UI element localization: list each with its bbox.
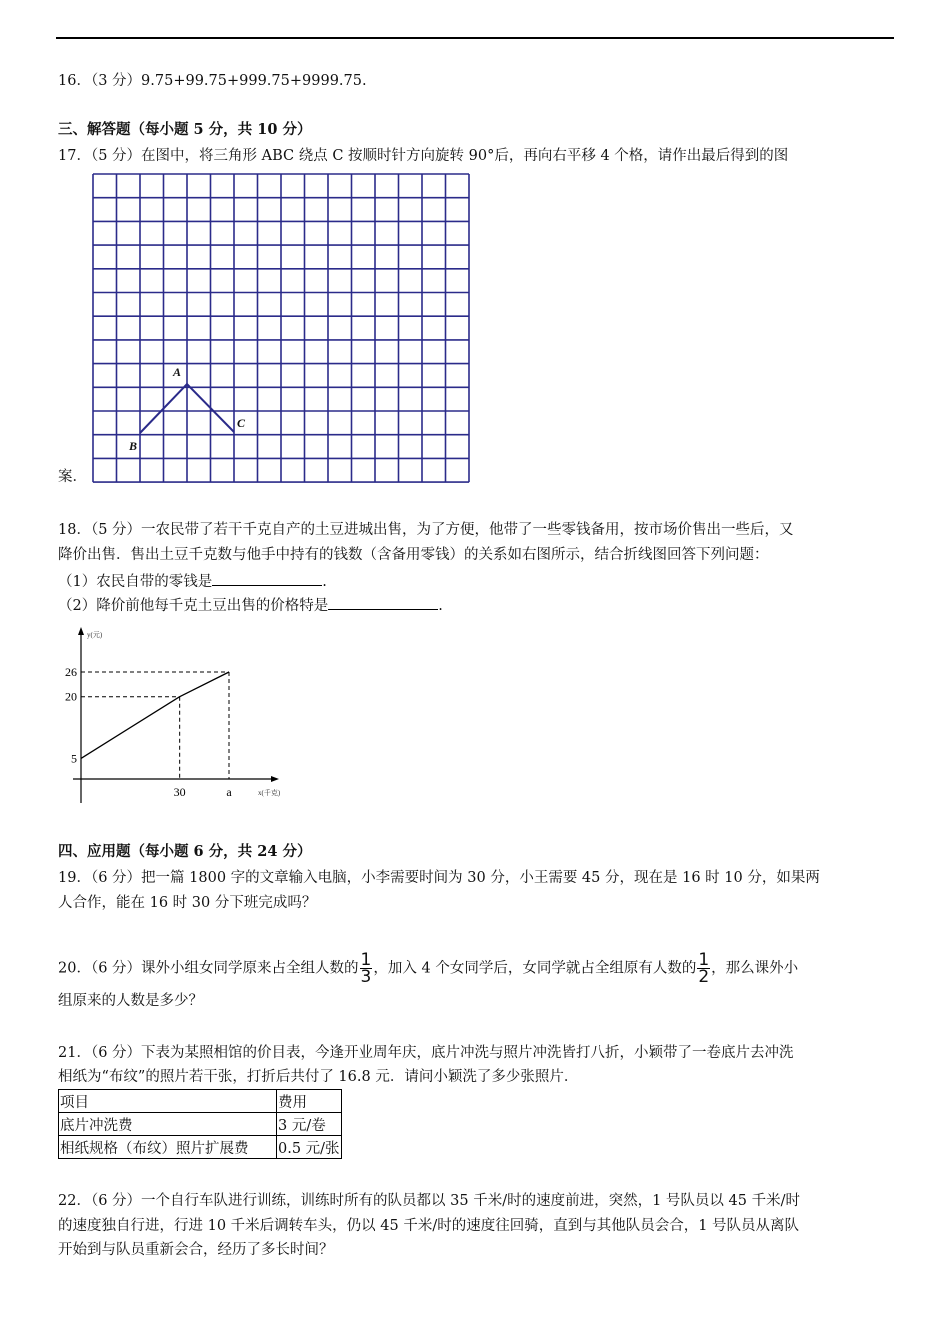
fraction-one-half: [697, 952, 710, 985]
frac2-num: 1: [698, 950, 710, 970]
y-axis-arrow: [78, 627, 84, 635]
q17-tail: 案．: [58, 469, 87, 485]
q16-text: 16．（3 分）9.75+99.75+999.75+9999.75.: [58, 73, 367, 89]
q20-part2: ，加入 4 个女同学后，女同学就占全组原有人数的: [373, 960, 697, 977]
q17-text: 17．（5 分）在图中，将三角形 ABC 绕点 C 按顺时针方向旋转 90°后，再向右平移 4 个格，请作出最后得到的图: [58, 148, 789, 164]
point-b-label: B: [129, 439, 138, 453]
q18-sub1-end: .: [322, 574, 327, 590]
q19-line1: 19．（6 分）把一篇 1800 字的文章输入电脑，小李需要时间为 30 分，小王需要 45 分，现在是 16 时 10 分，如果两: [58, 870, 820, 886]
price-table: [58, 1089, 342, 1159]
row2-fee: 0.5 元/张: [277, 1136, 342, 1159]
table-row: [59, 1136, 342, 1159]
x-tick-label: a: [226, 785, 232, 799]
table-row: [59, 1113, 342, 1136]
grid-lines: [93, 174, 469, 482]
q18-line-chart: [58, 625, 288, 810]
q19-line2: 人合作，能在 16 时 30 分下班完成吗？: [58, 895, 317, 911]
q22-line2: 的速度独自行进，行进 10 千米后调转车头，仍以 45 千米/时的速度往回骑，直到与其他队员会合，1 号队员从离队: [58, 1218, 800, 1234]
frac1-num: 1: [360, 950, 372, 970]
point-a-label: A: [173, 365, 182, 379]
frac1-den: 3: [360, 967, 372, 987]
q18-answer-blank-1[interactable]: [212, 570, 322, 586]
x-axis-label: x(千克): [258, 789, 281, 797]
q22-line3: 开始到与队员重新会合，经历了多长时间？: [58, 1242, 334, 1258]
x-axis-arrow: [271, 776, 279, 782]
q18-sub2-end: .: [438, 598, 443, 614]
q17-grid-figure: [92, 173, 472, 483]
q20-line2: 组原来的人数是多少？: [58, 993, 203, 1009]
q18-sub1: [58, 570, 327, 592]
q20-part1: 20．（6 分）课外小组女同学原来占全组人数的: [58, 960, 359, 977]
row2-item: 相纸规格（布纹）照片扩展费: [59, 1136, 277, 1159]
header-rule: [56, 37, 894, 39]
section3-title: 三、解答题（每小题 5 分，共 10 分）: [58, 121, 312, 138]
q22-line1: 22．（6 分）一个自行车队进行训练，训练时所有的队员都以 35 千米/时的速度前进，突然，1 号队员以 45 千米/时: [58, 1193, 800, 1209]
q18-line1: 18．（5 分）一农民带了若干千克自产的土豆进城出售，为了方便，他带了一些零钱备用，按市场价售出一些后，又: [58, 522, 794, 538]
row1-fee: 3 元/卷: [277, 1113, 342, 1136]
x-tick-label: 30: [173, 785, 186, 799]
table-header-row: [59, 1090, 342, 1113]
q18-sub1-text: （1）农民自带的零钱是: [58, 574, 213, 590]
frac2-den: 2: [698, 967, 710, 987]
q18-answer-blank-2[interactable]: [328, 594, 438, 610]
q20-line1: [58, 952, 798, 985]
header-item: 项目: [59, 1090, 277, 1113]
y-tick-label: 5: [71, 751, 77, 766]
point-c-label: C: [237, 416, 246, 430]
series-segment: [180, 672, 229, 697]
q18-line2: 降价出售．售出土豆千克数与他手中持有的钱数（含备用零钱）的关系如右图所示，结合折线图回答下列问题：: [58, 547, 769, 563]
y-tick-label: 20: [65, 689, 77, 704]
q18-sub2: [58, 594, 443, 616]
series-segment: [81, 697, 180, 759]
q18-sub2-text: （2）降价前他每千克土豆出售的价格特是: [58, 598, 329, 614]
q20-part3: ，那么课外小: [711, 960, 799, 977]
q21-line1: 21．（6 分）下表为某照相馆的价目表，今逢开业周年庆，底片冲洗与照片冲洗皆打八折，小颖带了一卷底片去冲洗: [58, 1045, 794, 1061]
y-axis-label: y(元): [87, 631, 103, 639]
y-tick-label: 26: [65, 665, 77, 679]
row1-item: 底片冲洗费: [59, 1113, 277, 1136]
header-fee: 费用: [277, 1090, 342, 1113]
section4-title: 四、应用题（每小题 6 分，共 24 分）: [58, 843, 312, 860]
fraction-one-third: [360, 952, 373, 985]
q21-line2: 相纸为“布纹”的照片若干张，打折后共付了 16.8 元．请问小颖洗了多少张照片．: [58, 1069, 579, 1085]
